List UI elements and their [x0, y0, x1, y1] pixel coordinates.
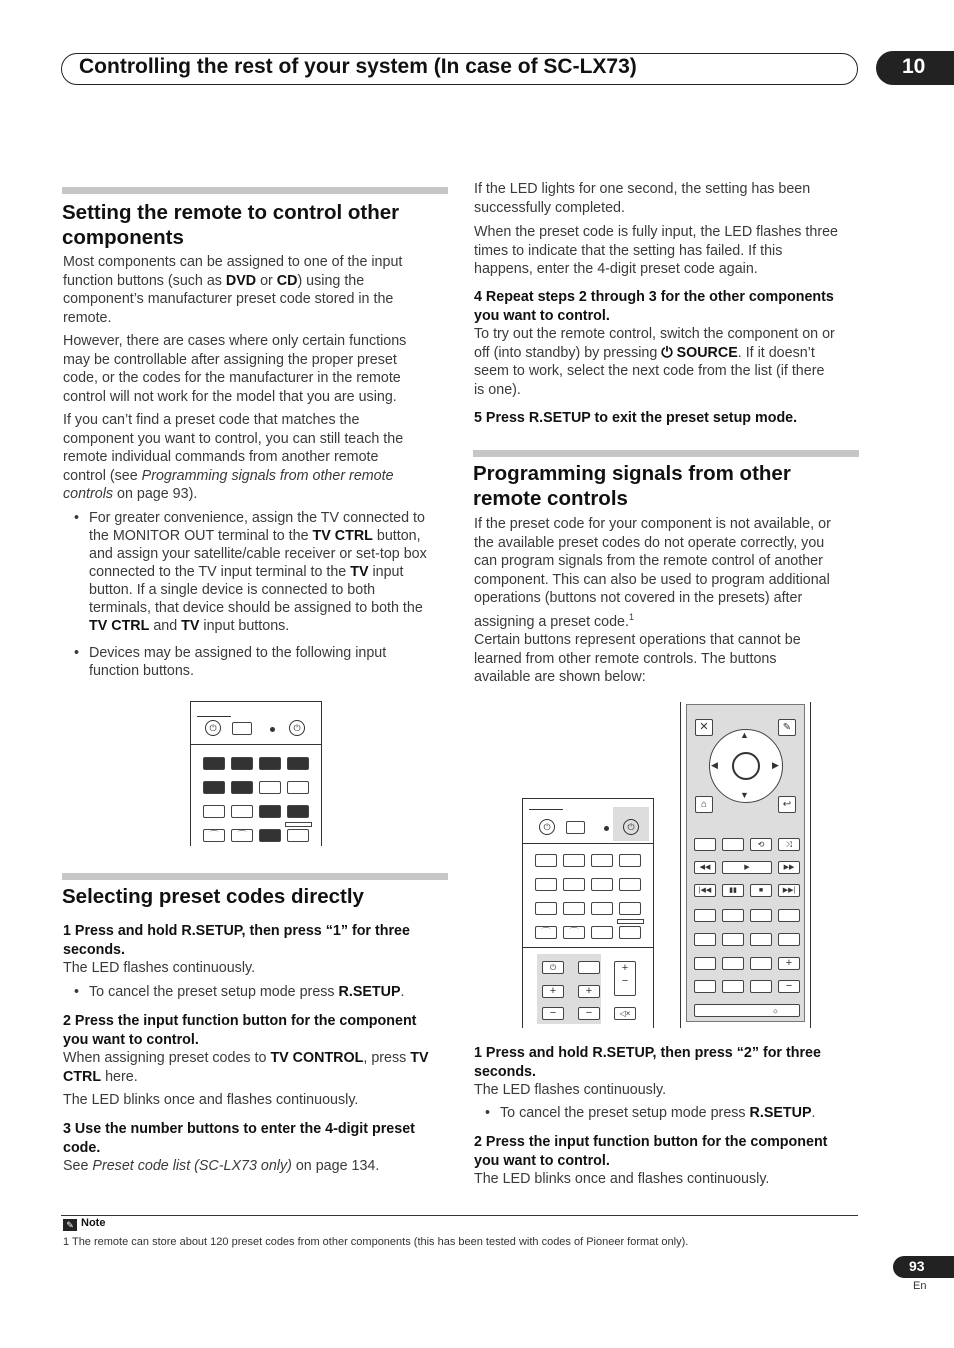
step-1-heading: 1 Press and hold R.SETUP, then press “1” for three seconds.: [63, 923, 410, 958]
rewind-icon: ◀◀: [694, 861, 716, 874]
remote-button: [566, 821, 585, 834]
input-button: [203, 805, 225, 818]
wrench-icon: ✎: [778, 719, 796, 736]
remote-button: [750, 957, 772, 970]
remote-button: [535, 902, 557, 915]
power-icon: ⏻: [539, 819, 555, 835]
remote-button: [578, 961, 600, 974]
tv-icon: ⌒: [563, 926, 585, 939]
led-indicator: [604, 826, 609, 831]
remote-button: [694, 980, 716, 993]
step-body: The LED blinks once and flashes continuously.: [474, 1171, 770, 1187]
play-icon: ▶: [722, 861, 772, 874]
remote-button: [694, 909, 716, 922]
remote-button: [694, 838, 716, 851]
footnote: 1 The remote can store about 120 preset codes from other components (this has been tested with codes of Pioneer format only).: [63, 1236, 689, 1248]
bullet-item: • Devices may be assigned to the following input function buttons.: [89, 644, 449, 680]
step-3-heading: 3 Use the number buttons to enter the 4-digit preset code.: [63, 1121, 415, 1156]
input-button: [259, 781, 281, 794]
remote-button: [535, 878, 557, 891]
power-icon: ⏻: [623, 819, 639, 835]
step-5-heading: 5 Press R.SETUP to exit the preset setup mode.: [474, 410, 798, 426]
step-4-heading: 4 Repeat steps 2 through 3 for the other components you want to control.: [474, 289, 834, 324]
close-icon: ✕: [695, 719, 713, 736]
tv-ctrl-icon: ⌒: [535, 926, 557, 939]
remote-button: [591, 902, 613, 915]
plus-icon: +: [542, 985, 564, 998]
power-icon: ⏻: [289, 720, 305, 736]
skip-back-icon: |◀◀: [694, 884, 716, 897]
remote-button: [722, 957, 744, 970]
paragraph: Most components can be assigned to one of the input function buttons (such as DVD or CD) using the component’s manufacturer preset code stored in the remote.: [63, 254, 403, 326]
input-button-assignable: [231, 757, 253, 770]
power-icon: ⏻: [542, 961, 564, 974]
remote-illustration-learnable-left: [522, 798, 654, 1028]
input-button-assignable: [203, 757, 225, 770]
fast-forward-icon: ▶▶: [778, 861, 800, 874]
input-button-assignable: [259, 805, 281, 818]
remote-button: [750, 909, 772, 922]
input-button-assignable: [287, 757, 309, 770]
remote-button: [591, 878, 613, 891]
section-rule: [62, 873, 448, 880]
paragraph: However, there are cases where only certain functions may be controllable after assigning the proper preset code, or the codes for the manufacturer in the remote control will not work for the model that you are using.: [63, 333, 407, 405]
section-rule: [62, 187, 448, 194]
remote-button: [232, 722, 252, 735]
step-body: The LED flashes continuously.: [474, 1082, 667, 1098]
arrow-up-icon: ▲: [740, 730, 749, 740]
tv-ctrl-icon: ⌒: [203, 829, 225, 842]
return-icon: ↩: [778, 796, 796, 813]
paragraph: Certain buttons represent operations that cannot be learned from other remote controls. The buttons available are shown below:: [474, 632, 801, 686]
step-body: See Preset code list (SC-LX73 only) on page 134.: [63, 1158, 380, 1174]
input-button: [287, 829, 309, 842]
input-button: [231, 805, 253, 818]
remote-illustration-input-buttons: [190, 701, 322, 846]
paragraph: If the LED lights for one second, the setting has been successfully completed.: [474, 181, 811, 216]
arrow-right-icon: ▶: [772, 760, 779, 770]
remote-button: [778, 933, 800, 946]
arrow-down-icon: ▼: [740, 790, 749, 800]
note-divider: [61, 1215, 858, 1216]
remote-button: [722, 980, 744, 993]
dimmer-icon: ☼: [694, 1004, 800, 1017]
input-button-assignable: [259, 829, 281, 842]
page-header-title: Controlling the rest of your system (In case of SC-LX73): [79, 55, 637, 78]
step-body: To try out the remote control, switch the component on or off (into standby) by pressing ⏻ SOURCE. If it doesn’t seem to work, select the next code from the list (if there is one).: [474, 326, 835, 398]
remote-button: [619, 902, 641, 915]
remote-button: [778, 909, 800, 922]
volume-rocker: + −: [614, 961, 636, 996]
stop-icon: ■: [750, 884, 772, 897]
remote-button: [750, 933, 772, 946]
remote-button: [591, 926, 613, 939]
step-1-heading: 1 Press and hold R.SETUP, then press “2” for three seconds.: [474, 1045, 821, 1080]
step-2-heading: 2 Press the input function button for the component you want to control.: [63, 1013, 417, 1048]
bullet-item: • For greater convenience, assign the TV connected to the MONITOR OUT terminal to the TV CTRL button, and assign your satellite/cable receiver or set-top box connected to the TV input terminal to the TV input button. If a single device is connected to both terminals, that device should be assigned to both the TV CTRL and TV input buttons.: [89, 509, 449, 635]
remote-button: [694, 933, 716, 946]
chapter-number: 10: [902, 55, 926, 78]
remote-button: [563, 854, 585, 867]
led-indicator: [270, 727, 275, 732]
input-button-assignable: [203, 781, 225, 794]
section-heading-selecting-preset: Selecting preset codes directly: [62, 885, 364, 908]
home-icon: ⌂: [695, 796, 713, 813]
note-label: Note: [81, 1217, 106, 1229]
mute-icon: ◁×: [614, 1007, 636, 1020]
step-body: The LED blinks once and flashes continuously.: [63, 1092, 359, 1108]
plus-icon: +: [578, 985, 600, 998]
paragraph: If you can’t find a preset code that matches the component you want to control, you can still teach the remote individual commands from another remote control (see Programming signals from other remote controls on page 93).: [63, 412, 404, 503]
minus-icon: −: [578, 1007, 600, 1020]
skip-forward-icon: ▶▶|: [778, 884, 800, 897]
minus-icon: −: [778, 980, 800, 993]
remote-label-line: [197, 716, 231, 717]
page-number: 93: [909, 1258, 925, 1274]
remote-button: [619, 878, 641, 891]
power-icon: ⏻: [205, 720, 221, 736]
input-button: [287, 781, 309, 794]
remote-button: [694, 957, 716, 970]
page-language: En: [913, 1280, 927, 1292]
remote-button: [722, 933, 744, 946]
section-heading-programming-signals: Programming signals from other remote controls: [473, 462, 791, 510]
input-button-assignable: [259, 757, 281, 770]
shuffle-icon: ⤨: [778, 838, 800, 851]
step-2-heading: 2 Press the input function button for the component you want to control.: [474, 1134, 828, 1169]
note-icon: ✎: [63, 1219, 77, 1231]
remote-button: [750, 980, 772, 993]
input-button-assignable: [287, 805, 309, 818]
paragraph: If the preset code for your component is not available, or the available preset codes do not operate correctly, you can program signals from the remote control of another component. This can also be used to program additional operations (buttons not covered in the presets) after assigning a preset code.$^1$: [474, 516, 831, 630]
arrow-left-icon: ◀: [711, 760, 718, 770]
enter-button: [732, 752, 760, 780]
section-heading-setting-remote: Setting the remote to control other components: [62, 201, 400, 249]
minus-icon: −: [542, 1007, 564, 1020]
bullet-item: • To cancel the preset setup mode press R.SETUP.: [500, 1104, 860, 1122]
remote-button: [722, 909, 744, 922]
remote-button: [535, 854, 557, 867]
input-button-assignable: [231, 781, 253, 794]
step-body: The LED flashes continuously.: [63, 960, 256, 976]
remote-illustration-learnable-right: [680, 702, 811, 1028]
remote-button: [563, 902, 585, 915]
remote-button: [619, 926, 641, 939]
remote-button: [563, 878, 585, 891]
step-body: When assigning preset codes to TV CONTROL, press TV CTRL here.: [63, 1050, 429, 1085]
tv-icon: ⌒: [231, 829, 253, 842]
repeat-icon: ⟲: [750, 838, 772, 851]
paragraph: When the preset code is fully input, the LED flashes three times to indicate that the setting has failed. If this happens, enter the 4-digit preset code again.: [474, 224, 838, 278]
bullet-item: • To cancel the preset setup mode press R.SETUP.: [89, 983, 449, 1001]
remote-button: [619, 854, 641, 867]
plus-icon: +: [778, 957, 800, 970]
pause-icon: ▮▮: [722, 884, 744, 897]
remote-button: [722, 838, 744, 851]
section-rule: [473, 450, 859, 457]
remote-button: [591, 854, 613, 867]
